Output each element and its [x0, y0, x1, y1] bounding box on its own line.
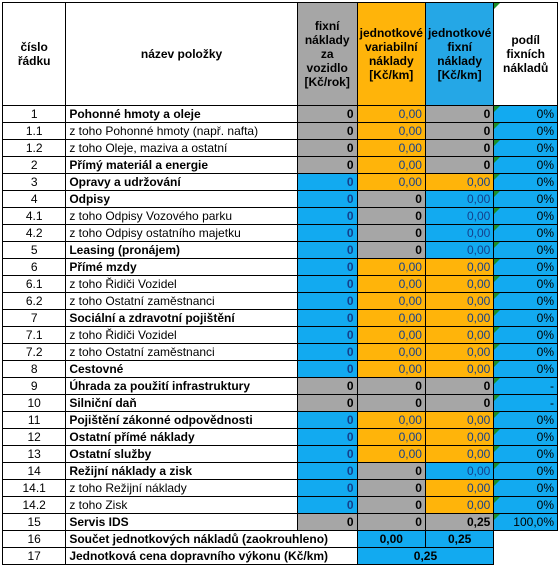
table-row	[3, 361, 558, 378]
summary-label: Jednotková cena dopravního výkonu (Kč/km)	[66, 548, 357, 565]
comment-marker-icon	[494, 106, 500, 112]
sum-fixed-cell[interactable]: 0,25	[425, 531, 493, 548]
table-row	[3, 378, 558, 395]
fixed-costs-cell[interactable]: 0	[297, 310, 357, 327]
fixed-share-cell[interactable]: -	[494, 378, 558, 395]
fixed-costs-cell[interactable]: 0	[297, 361, 357, 378]
table-row	[3, 259, 558, 276]
row-number: 7.2	[3, 344, 66, 361]
fixed-share-cell[interactable]: 0%	[494, 157, 558, 174]
unit-variable-cell[interactable]: 0	[357, 225, 425, 242]
row-number: 14.2	[3, 497, 66, 514]
fixed-share-cell[interactable]: 0%	[494, 446, 558, 463]
table-row	[3, 446, 558, 463]
row-number: 2	[3, 157, 66, 174]
unit-variable-cell[interactable]: 0	[357, 514, 425, 531]
table-row	[3, 276, 558, 293]
comment-marker-icon	[494, 412, 500, 418]
fixed-share-cell[interactable]: 0%	[494, 225, 558, 242]
unit-variable-cell[interactable]: 0	[357, 242, 425, 259]
fixed-costs-cell[interactable]: 0	[297, 395, 357, 412]
table-row	[3, 463, 558, 480]
comment-marker-icon	[494, 429, 500, 435]
sum-variable-cell[interactable]: 0,00	[357, 531, 425, 548]
header-unit-fixed: jednotkové fixní náklady [Kč/km]	[425, 3, 493, 106]
summary-rows	[3, 531, 558, 565]
row-number: 4.2	[3, 225, 66, 242]
comment-marker-icon	[494, 140, 500, 146]
unit-fixed-cell[interactable]: 0,00	[425, 259, 493, 276]
fixed-share-cell[interactable]: 0%	[494, 276, 558, 293]
fixed-share-cell[interactable]: 0%	[494, 429, 558, 446]
table-row	[3, 412, 558, 429]
unit-variable-cell[interactable]: 0,00	[357, 361, 425, 378]
row-number: 6.1	[3, 276, 66, 293]
unit-variable-cell[interactable]: 0,00	[357, 157, 425, 174]
unit-variable-cell[interactable]: 0	[357, 191, 425, 208]
item-name: Leasing (pronájem)	[66, 242, 297, 259]
unit-variable-cell[interactable]: 0,00	[357, 310, 425, 327]
row-number: 7.1	[3, 327, 66, 344]
fixed-share-cell[interactable]: 0%	[494, 344, 558, 361]
fixed-share-cell[interactable]: 0%	[494, 293, 558, 310]
fixed-share-cell[interactable]: 0%	[494, 191, 558, 208]
fixed-costs-cell[interactable]: 0	[297, 140, 357, 157]
table-row	[3, 225, 558, 242]
row-number: 1.2	[3, 140, 66, 157]
unit-fixed-cell[interactable]: 0,25	[425, 514, 493, 531]
table-row	[3, 242, 558, 259]
comment-marker-icon	[494, 157, 500, 163]
comment-marker-icon	[494, 259, 500, 265]
table-row	[3, 191, 558, 208]
item-name: z toho Ostatní zaměstnanci	[66, 344, 297, 361]
item-name: z toho Odpisy Vozového parku	[66, 208, 297, 225]
unit-fixed-cell[interactable]: 0,00	[425, 497, 493, 514]
fixed-costs-cell[interactable]: 0	[297, 225, 357, 242]
unit-price-cell[interactable]: 0,25	[357, 548, 494, 565]
fixed-share-cell[interactable]: 0%	[494, 123, 558, 140]
row-number: 16	[3, 531, 66, 548]
fixed-costs-cell[interactable]: 0	[297, 174, 357, 191]
row-number: 8	[3, 361, 66, 378]
comment-marker-icon	[494, 310, 500, 316]
table-row	[3, 157, 558, 174]
unit-variable-cell[interactable]: 0,00	[357, 140, 425, 157]
item-name: z toho Pohonné hmoty (např. nafta)	[66, 123, 297, 140]
fixed-costs-cell[interactable]: 0	[297, 242, 357, 259]
unit-variable-cell[interactable]: 0	[357, 208, 425, 225]
fixed-costs-cell[interactable]: 0	[297, 106, 357, 123]
row-number: 13	[3, 446, 66, 463]
comment-marker-icon	[494, 378, 500, 384]
item-name: Odpisy	[66, 191, 297, 208]
fixed-share-cell[interactable]: 0%	[494, 208, 558, 225]
comment-marker-icon	[494, 446, 500, 452]
comment-marker-icon	[494, 463, 500, 469]
row-number: 1	[3, 106, 66, 123]
row-number: 14	[3, 463, 66, 480]
unit-fixed-cell[interactable]: 0,00	[425, 480, 493, 497]
table-row	[3, 480, 558, 497]
row-number: 4.1	[3, 208, 66, 225]
fixed-share-cell[interactable]: 100,0%	[494, 514, 558, 531]
unit-fixed-cell[interactable]: 0,00	[425, 191, 493, 208]
unit-variable-cell[interactable]: 0	[357, 463, 425, 480]
fixed-costs-cell[interactable]: 0	[297, 514, 357, 531]
unit-fixed-cell[interactable]: 0	[425, 378, 493, 395]
fixed-costs-cell[interactable]: 0	[297, 480, 357, 497]
unit-variable-cell[interactable]: 0,00	[357, 293, 425, 310]
comment-marker-icon	[494, 293, 500, 299]
comment-marker-icon	[494, 276, 500, 282]
header-row-no: číslo řádku	[3, 3, 66, 106]
table-row	[3, 123, 558, 140]
table-row	[3, 327, 558, 344]
fixed-share-cell[interactable]: 0%	[494, 106, 558, 123]
fixed-share-cell[interactable]: 0%	[494, 310, 558, 327]
item-name: Ostatní přímé náklady	[66, 429, 297, 446]
unit-fixed-cell[interactable]: 0,00	[425, 242, 493, 259]
unit-fixed-cell[interactable]: 0,00	[425, 310, 493, 327]
table-row	[3, 208, 558, 225]
unit-variable-cell[interactable]: 0,00	[357, 174, 425, 191]
unit-fixed-cell[interactable]: 0,00	[425, 327, 493, 344]
row-number: 1.1	[3, 123, 66, 140]
fixed-costs-cell[interactable]: 0	[297, 327, 357, 344]
row-number: 5	[3, 242, 66, 259]
fixed-costs-cell[interactable]: 0	[297, 259, 357, 276]
unit-fixed-cell[interactable]: 0	[425, 123, 493, 140]
unit-fixed-cell[interactable]: 0,00	[425, 446, 493, 463]
fixed-costs-cell[interactable]: 0	[297, 293, 357, 310]
fixed-share-cell[interactable]: 0%	[494, 259, 558, 276]
fixed-share-cell[interactable]: 0%	[494, 242, 558, 259]
unit-fixed-cell[interactable]: 0,00	[425, 225, 493, 242]
table-row	[3, 106, 558, 123]
unit-variable-cell[interactable]: 0,00	[357, 259, 425, 276]
comment-marker-icon	[494, 361, 500, 367]
fixed-share-cell[interactable]: 0%	[494, 327, 558, 344]
unit-fixed-cell[interactable]: 0,00	[425, 412, 493, 429]
fixed-share-cell[interactable]: -	[494, 395, 558, 412]
header-row	[3, 3, 558, 106]
comment-marker-icon	[494, 174, 500, 180]
unit-variable-cell[interactable]: 0,00	[357, 446, 425, 463]
fixed-costs-cell[interactable]: 0	[297, 208, 357, 225]
item-name: Opravy a udržování	[66, 174, 297, 191]
item-name: Režijní náklady a zisk	[66, 463, 297, 480]
comment-marker-icon	[494, 225, 500, 231]
fixed-share-cell[interactable]: 0%	[494, 174, 558, 191]
unit-variable-cell[interactable]: 0	[357, 480, 425, 497]
fixed-share-cell[interactable]: 0%	[494, 497, 558, 514]
fixed-costs-cell[interactable]: 0	[297, 378, 357, 395]
fixed-costs-cell[interactable]: 0	[297, 446, 357, 463]
row-number: 17	[3, 548, 66, 565]
item-name: Přímý materiál a energie	[66, 157, 297, 174]
row-number: 14.1	[3, 480, 66, 497]
unit-fixed-cell[interactable]: 0,00	[425, 174, 493, 191]
header-fixed-costs: fixní náklady za vozidlo [Kč/rok]	[297, 3, 357, 106]
row-number: 11	[3, 412, 66, 429]
fixed-costs-cell[interactable]: 0	[297, 123, 357, 140]
table-row	[3, 395, 558, 412]
unit-variable-cell[interactable]: 0,00	[357, 412, 425, 429]
item-name: Cestovné	[66, 361, 297, 378]
header-item-name: název položky	[66, 3, 297, 106]
fixed-costs-cell[interactable]: 0	[297, 463, 357, 480]
table-row	[3, 293, 558, 310]
fixed-share-cell[interactable]: 0%	[494, 140, 558, 157]
table-row	[3, 344, 558, 361]
summary-row-16	[3, 531, 558, 548]
item-name: Servis IDS	[66, 514, 297, 531]
unit-fixed-cell[interactable]: 0	[425, 395, 493, 412]
item-name: z toho Oleje, maziva a ostatní	[66, 140, 297, 157]
item-name: z toho Ostatní zaměstnanci	[66, 293, 297, 310]
unit-fixed-cell[interactable]: 0	[425, 157, 493, 174]
fixed-share-cell[interactable]: 0%	[494, 361, 558, 378]
row-number: 7	[3, 310, 66, 327]
fixed-costs-cell[interactable]: 0	[297, 429, 357, 446]
table-row	[3, 174, 558, 191]
header-unit-variable: jednotkové variabilní náklady [Kč/km]	[357, 3, 425, 106]
unit-fixed-cell[interactable]: 0,00	[425, 361, 493, 378]
cost-table	[2, 2, 558, 565]
item-name: Úhrada za použití infrastruktury	[66, 378, 297, 395]
unit-variable-cell[interactable]: 0,00	[357, 327, 425, 344]
comment-marker-icon	[494, 123, 500, 129]
item-name: z toho Zisk	[66, 497, 297, 514]
comment-marker-icon	[494, 344, 500, 350]
summary-row-17	[3, 548, 558, 565]
fixed-costs-cell[interactable]: 0	[297, 157, 357, 174]
unit-variable-cell[interactable]: 0	[357, 497, 425, 514]
item-name: Pojištění zákonné odpovědnosti	[66, 412, 297, 429]
comment-marker-icon	[494, 242, 500, 248]
comment-marker-icon	[494, 395, 500, 401]
unit-variable-cell[interactable]: 0	[357, 395, 425, 412]
row-number: 6	[3, 259, 66, 276]
comment-marker-icon	[494, 3, 500, 9]
unit-variable-cell[interactable]: 0,00	[357, 123, 425, 140]
unit-fixed-cell[interactable]: 0	[425, 106, 493, 123]
comment-marker-icon	[494, 327, 500, 333]
summary-label: Součet jednotkových nákladů (zaokrouhleno)	[66, 531, 357, 548]
item-name: z toho Odpisy ostatního majetku	[66, 225, 297, 242]
empty-cell	[494, 531, 558, 548]
unit-fixed-cell[interactable]: 0,00	[425, 429, 493, 446]
unit-fixed-cell[interactable]: 0,00	[425, 344, 493, 361]
row-number: 10	[3, 395, 66, 412]
comment-marker-icon	[494, 191, 500, 197]
comment-marker-icon	[494, 497, 500, 503]
comment-marker-icon	[494, 480, 500, 486]
row-number: 6.2	[3, 293, 66, 310]
table-body	[3, 106, 558, 531]
fixed-share-cell[interactable]: 0%	[494, 412, 558, 429]
fixed-costs-cell[interactable]: 0	[297, 412, 357, 429]
unit-variable-cell[interactable]: 0,00	[357, 429, 425, 446]
unit-fixed-cell[interactable]: 0,00	[425, 208, 493, 225]
comment-marker-icon	[494, 208, 500, 214]
unit-fixed-cell[interactable]: 0,00	[425, 463, 493, 480]
unit-fixed-cell[interactable]: 0	[425, 140, 493, 157]
row-number: 12	[3, 429, 66, 446]
fixed-share-cell[interactable]: 0%	[494, 463, 558, 480]
row-number: 3	[3, 174, 66, 191]
item-name: Ostatní služby	[66, 446, 297, 463]
row-number: 15	[3, 514, 66, 531]
row-number: 4	[3, 191, 66, 208]
item-name: Přímé mzdy	[66, 259, 297, 276]
table-row	[3, 310, 558, 327]
fixed-share-cell[interactable]: 0%	[494, 480, 558, 497]
unit-fixed-cell[interactable]: 0,00	[425, 276, 493, 293]
fixed-costs-cell[interactable]: 0	[297, 497, 357, 514]
unit-variable-cell[interactable]: 0	[357, 378, 425, 395]
comment-marker-icon	[494, 514, 500, 520]
fixed-costs-cell[interactable]: 0	[297, 191, 357, 208]
header-fixed-share-label: podíl fixních nákladů	[502, 33, 549, 75]
unit-fixed-cell[interactable]: 0,00	[425, 293, 493, 310]
item-name: Silniční daň	[66, 395, 297, 412]
fixed-costs-cell[interactable]: 0	[297, 276, 357, 293]
table-row	[3, 497, 558, 514]
item-name: Sociální a zdravotní pojištění	[66, 310, 297, 327]
item-name: z toho Řidiči Vozidel	[66, 276, 297, 293]
unit-variable-cell[interactable]: 0,00	[357, 276, 425, 293]
table-row	[3, 140, 558, 157]
empty-cell	[494, 548, 558, 565]
header-fixed-share	[494, 3, 558, 106]
row-number: 9	[3, 378, 66, 395]
item-name: z toho Režijní náklady	[66, 480, 297, 497]
unit-variable-cell[interactable]: 0,00	[357, 106, 425, 123]
fixed-costs-cell[interactable]: 0	[297, 344, 357, 361]
item-name: Pohonné hmoty a oleje	[66, 106, 297, 123]
item-name: z toho Řidiči Vozidel	[66, 327, 297, 344]
unit-variable-cell[interactable]: 0,00	[357, 344, 425, 361]
table-row	[3, 514, 558, 531]
table-row	[3, 429, 558, 446]
